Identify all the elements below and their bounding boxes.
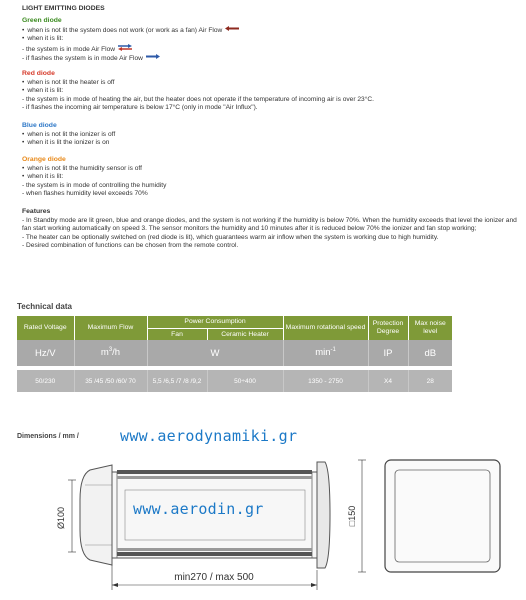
green-diode-title: Green diode xyxy=(22,17,62,24)
hood-outline xyxy=(80,465,112,565)
air-flow-bidirectional-icon xyxy=(118,44,132,55)
header-rated-voltage: Rated Voltage xyxy=(17,316,74,340)
blue-line-2: • when it is lit the ionizer is on xyxy=(22,139,522,148)
blue-line-1: • when is not lit the ionizer is off xyxy=(22,131,522,140)
red-line-2: • when it is lit: xyxy=(22,87,522,96)
value-voltage: 50/230 xyxy=(17,370,74,392)
unit-power: W xyxy=(147,340,283,366)
technical-data-title: Technical data xyxy=(17,302,72,311)
dimensions-title: Dimensions / mm / xyxy=(17,433,79,440)
red-line-3: - the system is in mode of heating the air, but the heater does not operate if the temperature of incoming air is over 23°C. xyxy=(22,95,374,103)
header-ceramic-heater: Ceramic Heater xyxy=(207,329,283,341)
front-view-panel xyxy=(385,460,500,572)
blue-diode-block xyxy=(22,122,522,148)
green-line-4: - if flashes the system is in mode Air Flow xyxy=(22,54,522,64)
header-max-speed: Maximum rotational speed xyxy=(283,316,368,340)
website-link-aerodin[interactable]: www.aerodin.gr xyxy=(133,500,264,518)
green-line-3: - the system is in mode Air Flow xyxy=(22,44,522,55)
header-power-consumption: Power Consumption xyxy=(147,316,283,329)
unit-flow: $m^3/h$ xyxy=(74,340,147,366)
value-ceramic: 50÷400 xyxy=(207,370,283,392)
green-line-1: • when is not lit the system does not work (or work as a fan) Air Flow xyxy=(22,26,522,36)
features-line-2: - The heater can be optionally switched on (red diode is lit), which guarantees warm air inflow when the system is working due to high humidity. xyxy=(22,233,439,241)
blue-diode-title: Blue diode xyxy=(22,122,57,129)
dia-label: Ø100 xyxy=(56,506,66,530)
led-section xyxy=(22,5,522,14)
led-section-title: LIGHT EMITTING DIODES xyxy=(22,5,105,12)
red-line-4: - if flashes the incoming air temperature is below 17°C (only in mode "Air Influx"). xyxy=(22,104,258,112)
features-line-3: - Desired combination of functions can be chosen from the remote control. xyxy=(22,242,239,250)
value-protection: X4 xyxy=(368,370,408,392)
header-max-flow: Maximum Flow xyxy=(74,316,147,340)
table-units-row xyxy=(17,340,452,366)
air-flow-arrow-icon xyxy=(225,26,239,35)
header-protection: Protection Degree xyxy=(368,316,408,340)
value-fan: 5,5 /6,5 /7 /8 /9,2 xyxy=(147,370,207,392)
header-fan: Fan xyxy=(147,329,207,341)
unit-speed: $\min^{-1}$ xyxy=(283,340,368,366)
orange-line-3: - the system is in mode of controlling the humidity xyxy=(22,181,167,189)
front-grille xyxy=(317,462,330,568)
orange-line-4: - when flashes humidity level exceeds 70% xyxy=(22,190,148,198)
length-label: min270 / max 500 xyxy=(174,572,254,583)
orange-line-1: • when is not lit the humidity sensor is off xyxy=(22,165,522,174)
dimensions-drawing xyxy=(0,440,526,600)
value-speed: 1350 - 2750 xyxy=(283,370,368,392)
value-noise: 28 xyxy=(408,370,452,392)
square-label: □150 xyxy=(347,505,357,527)
green-diode-block xyxy=(22,17,522,64)
unit-protection: IP xyxy=(368,340,408,366)
unit-noise: dB xyxy=(408,340,452,366)
red-line-1: • when is not lit the heater is off xyxy=(22,79,522,88)
website-link-aerodynamiki[interactable]: www.aerodynamiki.gr xyxy=(120,427,298,445)
pipe-band-top xyxy=(117,470,312,474)
orange-diode-block xyxy=(22,156,522,199)
unit-voltage: Hz/V xyxy=(17,340,74,366)
red-diode-title: Red diode xyxy=(22,70,55,77)
table-values-row xyxy=(17,370,452,392)
table-header-row xyxy=(17,316,452,329)
header-noise: Max noise level xyxy=(408,316,452,340)
orange-diode-title: Orange diode xyxy=(22,156,66,163)
features-line-1: - In Standby mode are lit green, blue and orange diodes, and the system is not working if the humidity is below 70%. When the humidity exceeds that level the ionizer and fan start working automatically on speed 3. The sensor monitors the humidity and 10 minutes after it is reduced below 70% the ionizer and fan stop working; xyxy=(22,216,517,233)
air-influx-arrow-icon xyxy=(146,54,160,63)
red-diode-block xyxy=(22,70,522,113)
technical-data-table xyxy=(17,316,452,392)
green-line-2: • when it is lit: xyxy=(22,35,522,44)
features-block xyxy=(22,208,522,251)
orange-line-2: • when it is lit: xyxy=(22,173,522,182)
features-title: Features xyxy=(22,208,51,215)
pipe-band-bottom xyxy=(117,552,312,556)
value-flow: 35 /45 /50 /60/ 70 xyxy=(74,370,147,392)
